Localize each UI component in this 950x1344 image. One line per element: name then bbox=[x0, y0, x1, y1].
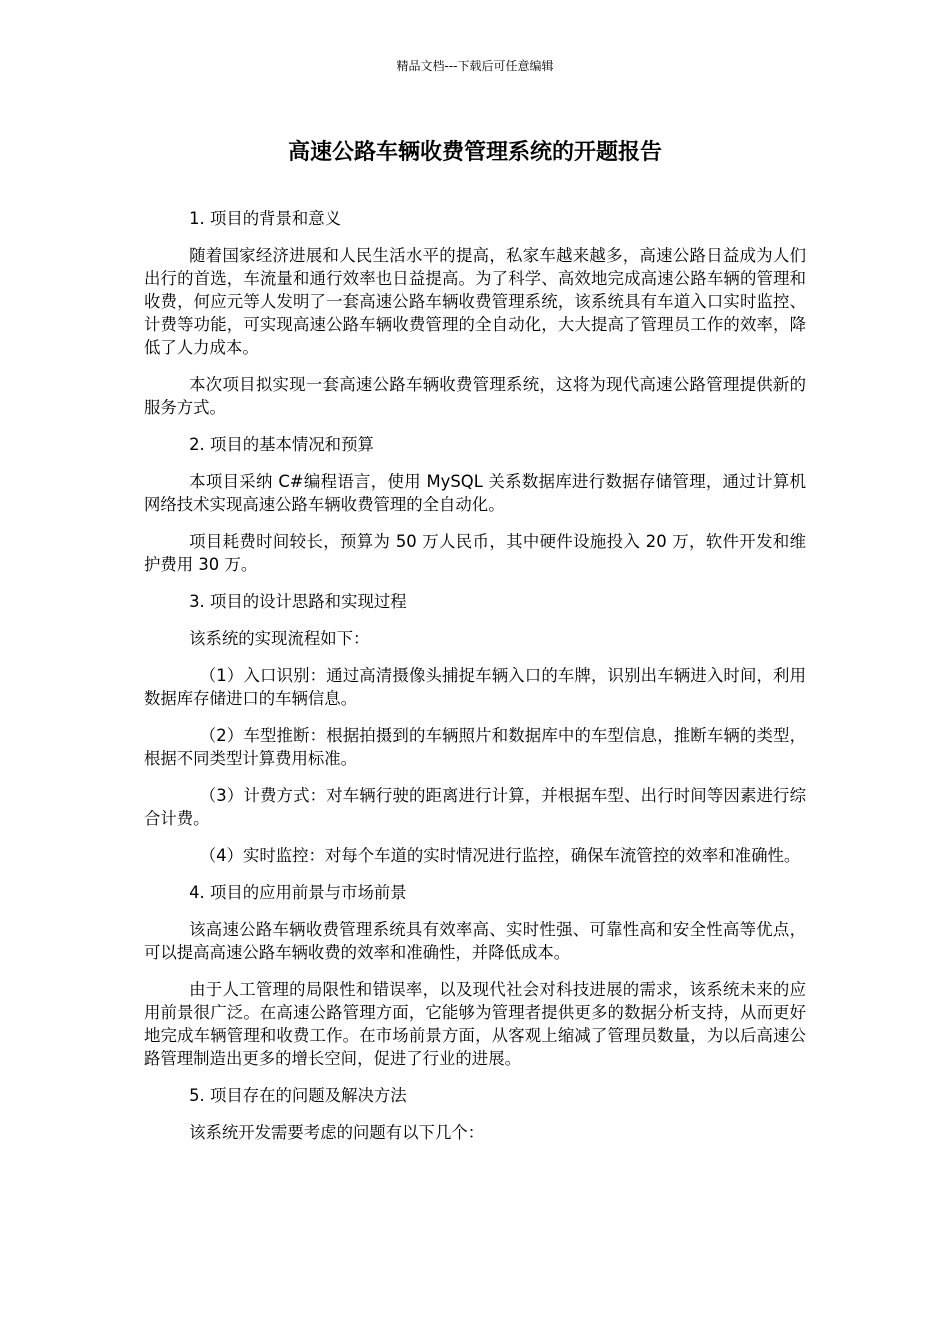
paragraph: 本项目采纳 C#编程语言，使用 MySQL 关系数据库进行数据存储管理，通过计算机网络技术实现高速公路车辆收费管理的全自动化。 bbox=[144, 472, 806, 514]
paragraph: 该系统的实现流程如下： bbox=[189, 629, 370, 648]
paragraph: 随着国家经济进展和人民生活水平的提高，私家车越来越多，高速公路日益成为人们出行的首选，车流量和通行效率也日益提高。为了科学、高效地完成高速公路车辆的管理和收费，何应元等人发明了一套高速公路车辆收费管理系统，该系统具有车道入口实时监控、计费等功能，可实现高速公路车辆收费管理的全自动化，大大提高了管理员工作的效率，降低了人力成本。 bbox=[144, 246, 806, 357]
paragraph: 该系统开发需要考虑的问题有以下几个： bbox=[189, 1123, 485, 1142]
section-heading-3: 3. 项目的设计思路和实现过程 bbox=[189, 592, 407, 611]
section-heading-2: 2. 项目的基本情况和预算 bbox=[189, 435, 374, 454]
section-heading-5: 5. 项目存在的问题及解决方法 bbox=[189, 1086, 407, 1105]
section-heading-4: 4. 项目的应用前景与市场前景 bbox=[189, 883, 407, 902]
list-item: （2）车型推断：根据拍摄到的车辆照片和数据库中的车型信息，推断车辆的类型，根据不同类型计算费用标准。 bbox=[144, 726, 806, 768]
paragraph: 本次项目拟实现一套高速公路车辆收费管理系统，这将为现代高速公路管理提供新的服务方式。 bbox=[144, 375, 806, 417]
document-body bbox=[144, 207, 806, 1158]
paragraph: 由于人工管理的局限性和错误率，以及现代社会对科技进展的需求，该系统未来的应用前景很广泛。在高速公路管理方面，它能够为管理者提供更多的数据分析支持，从而更好地完成车辆管理和收费工作。在市场前景方面，从客观上缩减了管理员数量，为以后高速公路管理制造出更多的增长空间，促进了行业的进展。 bbox=[144, 980, 806, 1068]
list-item: （4）实时监控：对每个车道的实时情况进行监控，确保车流管控的效率和准确性。 bbox=[199, 846, 801, 865]
paragraph: 项目耗费时间较长，预算为 50 万人民币，其中硬件设施投入 20 万，软件开发和维护费用 30 万。 bbox=[144, 532, 806, 574]
list-item: （3）计费方式：对车辆行驶的距离进行计算，并根据车型、出行时间等因素进行综合计费。 bbox=[144, 786, 806, 828]
list-item: （1）入口识别：通过高清摄像头捕捉车辆入口的车牌，识别出车辆进入时间，利用数据库存储进口的车辆信息。 bbox=[144, 666, 806, 708]
paragraph: 该高速公路车辆收费管理系统具有效率高、实时性强、可靠性高和安全性高等优点，可以提高高速公路车辆收费的效率和准确性，并降低成本。 bbox=[144, 920, 806, 962]
section-heading-1: 1. 项目的背景和意义 bbox=[189, 209, 342, 228]
header-note: 精品文档---下载后可任意编辑 bbox=[396, 59, 554, 73]
document-title: 高速公路车辆收费管理系统的开题报告 bbox=[287, 140, 662, 165]
